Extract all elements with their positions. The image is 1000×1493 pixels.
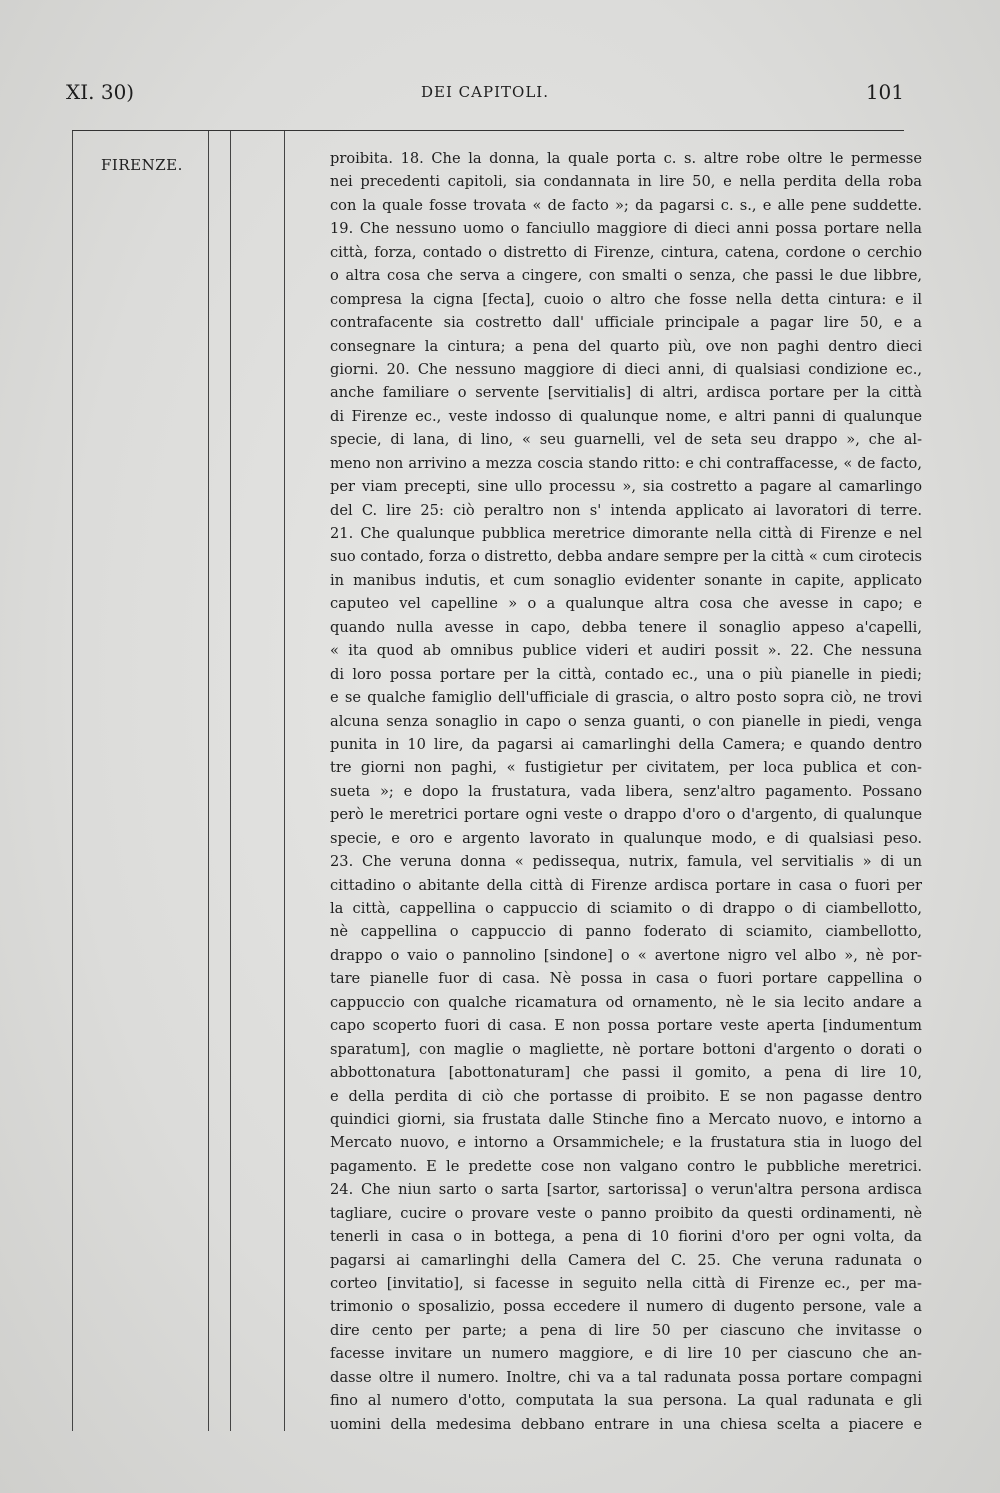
text-line: dasse oltre il numero. Inoltre, chi va a tal radunata possa portare compagni: [330, 1368, 922, 1386]
text-line: in manibus indutis, et cum sonaglio evidenter sonante in capite, applicato: [330, 571, 922, 589]
text-line: pagarsi ai camarlinghi della Camera del C. 25. Che veruna radunata o: [330, 1251, 922, 1269]
column-rule-1: [72, 131, 73, 1431]
text-line: la città, cappellina o cappuccio di sciamito o di drappo o di ciambellotto,: [330, 900, 922, 917]
column-rule-4: [284, 131, 285, 1431]
text-line: tagliare, cucire o provare veste o panno proibito da questi ordinamenti, nè: [330, 1204, 922, 1222]
text-line: pagamento. E le predette cose non valgano contro le pubbliche meretrici.: [330, 1157, 922, 1175]
text-line: tare pianelle fuor di casa. Nè possa in casa o fuori portare cappellina o: [330, 970, 922, 988]
text-line: « ita quod ab omnibus publice videri et audiri possit ». 22. Che nessuna: [330, 642, 922, 660]
text-line: contrafacente sia costretto dall' ufficiale principale a pagar lire 50, e a: [330, 314, 922, 332]
chapter-reference: XI. 30): [66, 80, 135, 104]
text-line: di loro possa portare per la città, contado ec., una o più pianelle in piedi;: [330, 665, 922, 683]
text-line: capo scoperto fuori di casa. E non possa portare veste aperta [indumentum: [330, 1017, 922, 1035]
text-line: per viam precepti, sine ullo processu », sia costretto a pagare al camarlingo: [330, 478, 922, 496]
running-head: [66, 80, 904, 108]
text-line: fino al numero d'otto, computata la sua persona. La qual radunata e gli: [330, 1392, 922, 1410]
text-line: facesse invitare un numero maggiore, e di lire 10 per ciascuno che an-: [330, 1345, 922, 1363]
text-line: drappo o vaio o pannolino [sindone] o « avertone nigro vel albo », nè por-: [330, 946, 922, 964]
text-line: 23. Che veruna donna « pedissequa, nutrix, famula, vel servitialis » di un: [330, 853, 922, 871]
text-line: corteo [invitatio], si facesse in seguito nella città di Firenze ec., per ma-: [330, 1275, 922, 1292]
text-line: cittadino o abitante della città di Firenze ardisca portare in casa o fuori per: [330, 876, 922, 894]
text-line: anche familiare o servente [servitialis] di altri, ardisca portare per la città: [330, 384, 922, 402]
text-line: consegnare la cintura; a pena del quarto più, ove non paghi dentro dieci: [330, 337, 922, 355]
margin-place-label: FIRENZE.: [101, 156, 183, 174]
text-line: quindici giorni, sia frustata dalle Stinche fino a Mercato nuovo, e intorno a: [330, 1110, 922, 1128]
text-line: 24. Che niun sarto o sarta [sartor, sartorissa] o verun'altra persona ardisca: [330, 1181, 922, 1199]
text-line: Mercato nuovo, e intorno a Orsammichele; e la frustatura stia in luogo del: [330, 1134, 922, 1152]
text-line: trimonio o sposalizio, possa eccedere il numero di dugento persone, vale a: [330, 1298, 922, 1316]
text-line: tenerli in casa o in bottega, a pena di 10 fiorini d'oro per ogni volta, da: [330, 1228, 922, 1246]
text-line: meno non arrivino a mezza coscia stando ritto: e chi contraffacesse, « de facto,: [330, 454, 922, 472]
text-line: 21. Che qualunque pubblica meretrice dimorante nella città di Firenze e nel: [330, 525, 922, 542]
text-line: giorni. 20. Che nessuno maggiore di dieci anni, di qualsiasi condizione ec.,: [330, 360, 922, 378]
text-line: di Firenze ec., veste indosso di qualunque nome, e altri panni di qualunque: [330, 407, 922, 425]
text-line: nè cappellina o cappuccio di panno foderato di sciamito, ciambellotto,: [330, 923, 922, 941]
text-line: suo contado, forza o distretto, debba andare sempre per la città « cum cirotecis: [330, 548, 922, 566]
text-line: caputeo vel capelline » o a qualunque altra cosa che avesse in capo; e: [330, 595, 922, 613]
text-line: tre giorni non paghi, « fustigietur per civitatem, per loca publica et con-: [330, 759, 922, 777]
running-title: DEI CAPITOLI.: [421, 83, 549, 101]
main-text: [330, 147, 922, 1436]
text-line: del C. lire 25: ciò peraltro non s' intenda applicato ai lavoratori di terre.: [330, 501, 922, 519]
text-line: sparatum], con maglie o magliette, nè portare bottoni d'argento o dorati o: [330, 1040, 922, 1058]
text-line: e se qualche famiglio dell'ufficiale di grascia, o altro posto sopra ciò, ne trovi: [330, 689, 922, 707]
text-line: o altra cosa che serva a cingere, con smalti o senza, che passi le due libbre,: [330, 267, 922, 285]
text-line: quando nulla avesse in capo, debba tenere il sonaglio appeso a'capelli,: [330, 618, 922, 636]
text-line: sueta »; e dopo la frustatura, vada libera, senz'altro pagamento. Possano: [330, 782, 922, 800]
text-line: cappuccio con qualche ricamatura od ornamento, nè le sia lecito andare a: [330, 993, 922, 1011]
text-line: 19. Che nessuno uomo o fanciullo maggiore di dieci anni possa portare nella: [330, 220, 922, 238]
text-line: alcuna senza sonaglio in capo o senza guanti, o con pianelle in piedi, venga: [330, 712, 922, 730]
text-line: specie, e oro e argento lavorato in qualunque modo, e di qualsiasi peso.: [330, 829, 922, 847]
column-rule-3: [230, 131, 231, 1431]
text-line: nei precedenti capitoli, sia condannata in lire 50, e nella perdita della roba: [330, 173, 922, 191]
text-line: compresa la cigna [fecta], cuoio o altro che fosse nella detta cintura: e il: [330, 290, 922, 308]
text-line: dire cento per parte; a pena di lire 50 per ciascuno che invitasse o: [330, 1321, 922, 1339]
text-line: proibita. 18. Che la donna, la quale porta c. s. altre robe oltre le permesse: [330, 150, 922, 167]
column-rule-2: [208, 131, 209, 1431]
text-line: e della perdita di ciò che portasse di proibito. E se non pagasse dentro: [330, 1087, 922, 1105]
text-line: punita in 10 lire, da pagarsi ai camarlinghi della Camera; e quando dentro: [330, 735, 922, 753]
page-number: 101: [865, 80, 904, 104]
text-line: città, forza, contado o distretto di Firenze, cintura, catena, cordone o cerchio: [330, 243, 922, 261]
text-line: con la quale fosse trovata « de facto »; da pagarsi c. s., e alle pene suddette.: [330, 196, 922, 214]
text-line: abbottonatura [abottonaturam] che passi il gomito, a pena di lire 10,: [330, 1064, 922, 1082]
header-rule: [72, 130, 904, 131]
text-line: però le meretrici portare ogni veste o drappo d'oro o d'argento, di qualunque: [330, 806, 922, 824]
text-line: uomini della medesima debbano entrare in una chiesa scelta a piacere e: [330, 1415, 922, 1433]
text-line: specie, di lana, di lino, « seu guarnelli, vel de seta seu drappo », che al-: [330, 431, 922, 449]
